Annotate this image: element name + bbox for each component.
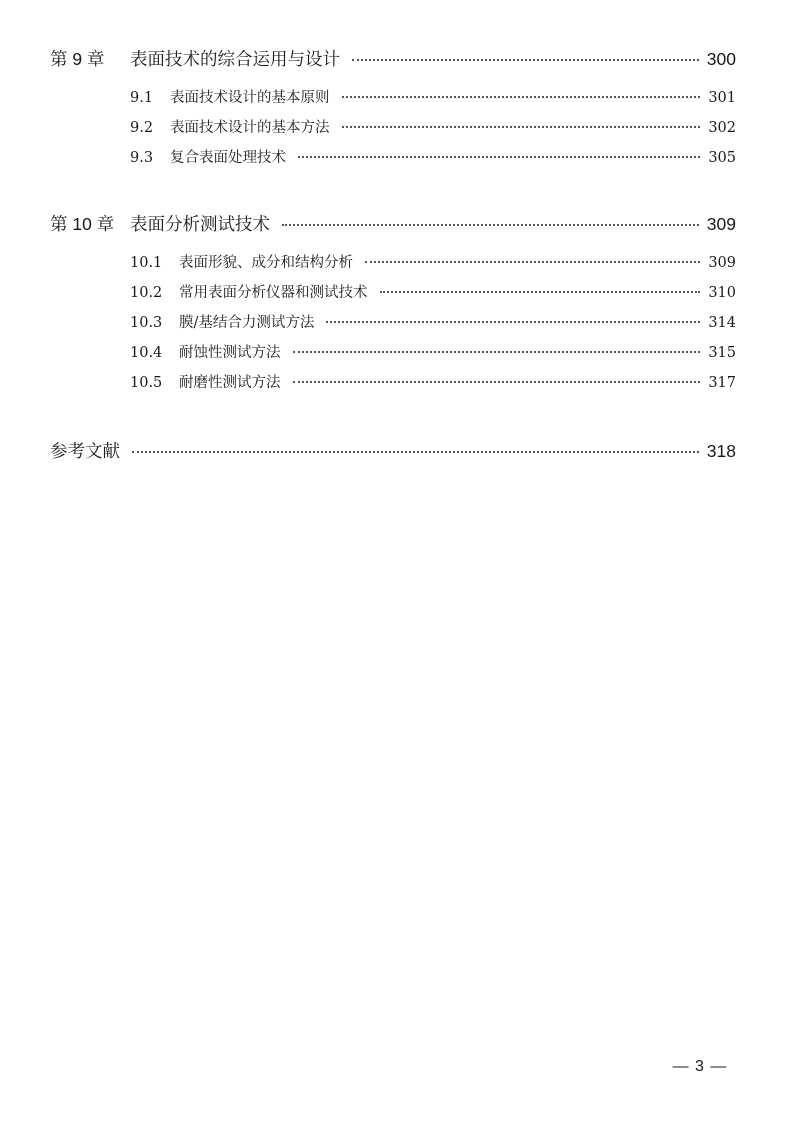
dot-leader: [132, 451, 699, 453]
section-page-number: 301: [708, 90, 736, 106]
section-page-number: 305: [708, 150, 736, 166]
section-title: 表面技术设计的基本方法: [170, 120, 330, 136]
section-page-number: 314: [708, 315, 736, 331]
toc-references[interactable]: [50, 438, 736, 463]
chapter-title: 表面分析测试技术: [130, 214, 270, 234]
dot-leader: [342, 126, 701, 128]
section-title: 表面形貌、成分和结构分析: [179, 255, 353, 271]
dot-leader: [342, 96, 701, 98]
section-title: 表面技术设计的基本原则: [170, 90, 330, 106]
section-number: 10.3: [130, 315, 163, 331]
section-number: 10.5: [130, 375, 163, 391]
references-page-number: 318: [706, 441, 736, 461]
toc-section-10-2[interactable]: [130, 281, 736, 302]
toc-chapter-10[interactable]: [50, 211, 736, 236]
section-page-number: 310: [708, 285, 736, 301]
dot-leader: [282, 224, 699, 226]
section-title: 复合表面处理技术: [170, 150, 286, 166]
section-title: 耐蚀性测试方法: [179, 345, 281, 361]
references-title: 参考文献: [50, 441, 120, 461]
dot-leader: [298, 156, 700, 158]
section-page-number: 317: [708, 375, 736, 391]
section-number: 10.1: [130, 255, 163, 271]
section-title: 耐磨性测试方法: [179, 375, 281, 391]
page-footer-number: — 3 —: [672, 1058, 728, 1075]
dot-leader: [365, 261, 700, 263]
section-page-number: 315: [708, 345, 736, 361]
section-number: 9.3: [130, 150, 154, 166]
section-page-number: 302: [708, 120, 736, 136]
toc-section-9-2[interactable]: [130, 116, 736, 137]
toc-section-10-1[interactable]: [130, 251, 736, 272]
section-title: 膜/基结合力测试方法: [179, 315, 315, 331]
chapter-title: 表面技术的综合运用与设计: [130, 49, 340, 69]
chapter-number: 第 10 章: [50, 214, 115, 234]
toc-section-10-5[interactable]: [130, 371, 736, 392]
section-number: 9.2: [130, 120, 154, 136]
dot-leader: [293, 381, 701, 383]
dot-leader: [326, 321, 700, 323]
chapter-page-number: 309: [706, 214, 736, 234]
dot-leader: [380, 291, 701, 293]
dot-leader: [352, 59, 699, 61]
dot-leader: [293, 351, 701, 353]
toc-chapter-9[interactable]: [50, 46, 736, 71]
section-page-number: 309: [708, 255, 736, 271]
section-number: 10.4: [130, 345, 163, 361]
section-title: 常用表面分析仪器和测试技术: [179, 285, 368, 301]
toc-section-9-1[interactable]: [130, 86, 736, 107]
chapter-number: 第 9 章: [50, 49, 105, 69]
section-number: 10.2: [130, 285, 163, 301]
chapter-page-number: 300: [706, 49, 736, 69]
section-number: 9.1: [130, 90, 154, 106]
toc-section-9-3[interactable]: [130, 146, 736, 167]
toc-section-10-3[interactable]: [130, 311, 736, 332]
toc-section-10-4[interactable]: [130, 341, 736, 362]
